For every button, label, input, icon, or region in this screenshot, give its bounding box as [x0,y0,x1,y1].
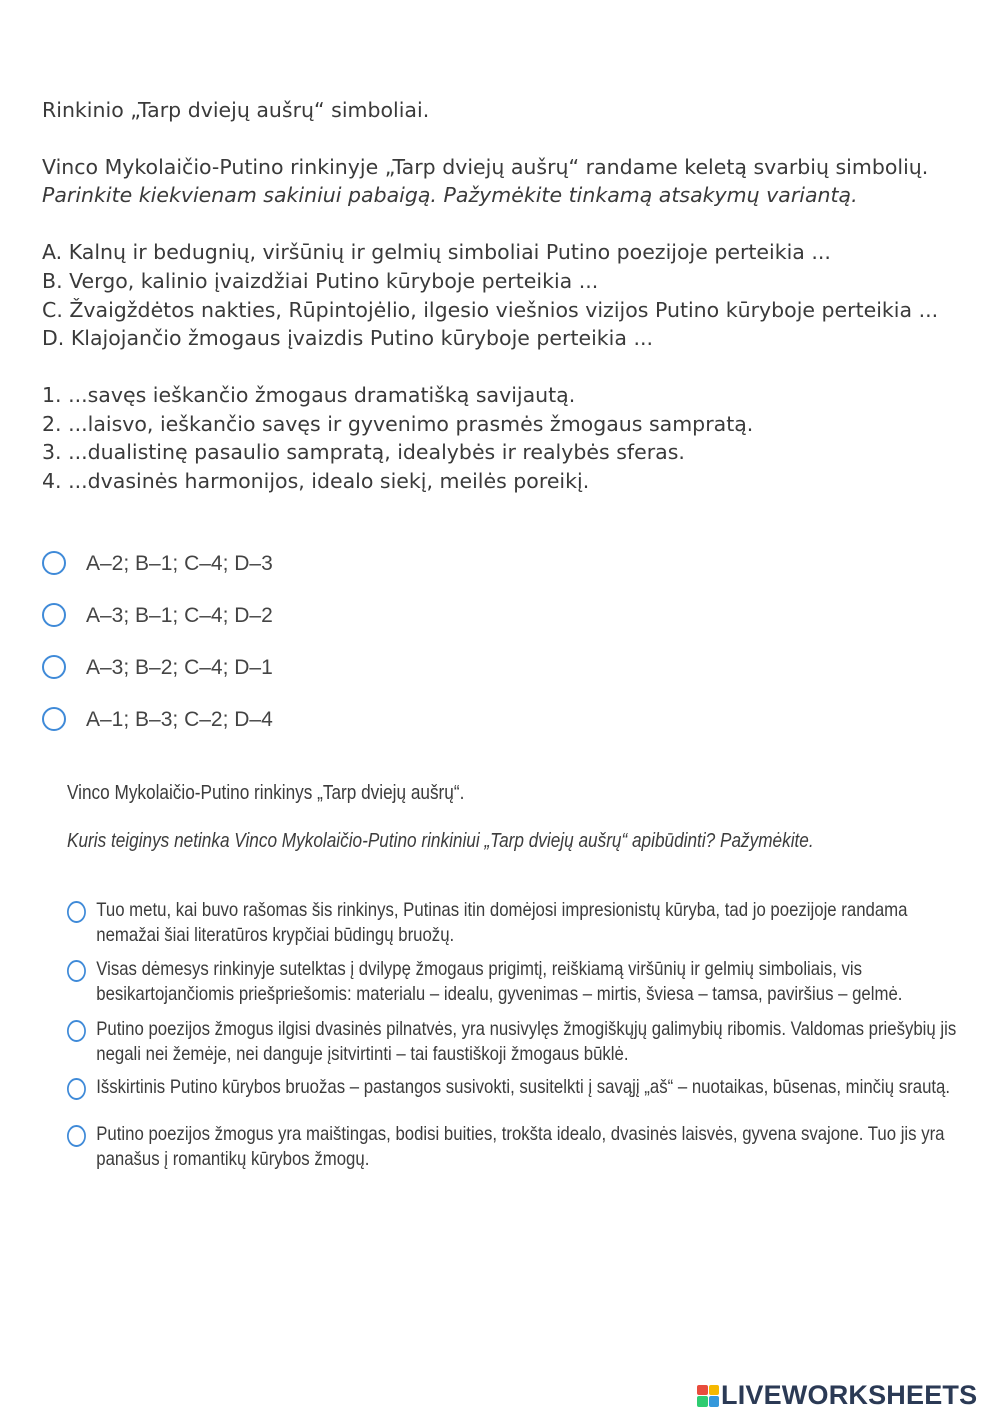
answer-option[interactable] [42,538,273,590]
statement-line: Tuo metu, kai buvo rašomas šis rinkinys, Putinas itin domėjosi impresionistų kūryba, tad jo poezijoje randama [96,899,908,921]
question-1-instruction: Parinkite kiekvienam sakiniui pabaigą. Pažymėkite tinkamą atsakymų variantą. [42,183,858,208]
answer-option-label: A–1; B–3; C–2; D–4 [86,708,273,731]
answer-option[interactable] [42,694,273,746]
radio-button[interactable] [42,707,66,731]
statement-line: besikartojančiomis priešpriešomis: materialu – idealu, gyvenimas – mirtis, šviesa – tamsa, paviršius – gelmė. [96,982,903,1005]
statement-line: Visas dėmesys rinkinyje sutelktas į dvilypę žmogaus prigimtį, reiškiamą viršūnių ir gelmių simboliais, vis [96,958,863,980]
ending-2: 2. ...laisvo, ieškančio savęs ir gyvenimo prasmės žmogaus sampratą. [42,411,754,436]
statement-option-label [96,1122,944,1171]
radio-button[interactable] [67,1078,86,1100]
statement-option-label [96,898,907,947]
answer-option-label: A–3; B–2; C–4; D–1 [86,656,273,679]
statement-line: negali nei žemėje, nei danguje įsitvirtinti – tai faustiškoji žmogaus būklė. [96,1042,629,1065]
question-2 [67,778,841,856]
statement-option[interactable] [67,1122,944,1178]
question-1-options [42,538,273,746]
statement-option[interactable] [67,1075,951,1122]
radio-button[interactable] [67,1125,86,1147]
statement-option[interactable] [67,1017,957,1075]
logo-text: LIVEWORKSHEETS [721,1380,978,1410]
radio-button[interactable] [67,1020,86,1042]
statement-a: A. Kalnų ir bedugnių, viršūnių ir gelmių simboliai Putino poezijoje perteikia ... [42,240,831,265]
statement-d: D. Klajojančio žmogaus įvaizdis Putino kūryboje perteikia ... [42,326,653,351]
ending-4: 4. ...dvasinės harmonijos, idealo siekį, meilės poreikį. [42,469,590,494]
logo-mark-icon [697,1385,719,1407]
question-2-options [67,898,957,1178]
question-1 [42,96,982,496]
radio-button[interactable] [42,655,66,679]
statement-b: B. Vergo, kalinio įvaizdžiai Putino kūryboje perteikia ... [42,268,599,293]
radio-button[interactable] [67,960,86,982]
answer-option-label: A–2; B–1; C–4; D–3 [86,552,273,575]
statement-option-label [96,1075,950,1100]
statement-option-label [96,957,902,1006]
answer-option[interactable] [42,642,273,694]
question-1-title: Rinkinio „Tarp dviejų aušrų“ simboliai. [42,98,430,122]
question-1-intro: Vinco Mykolaičio-Putino rinkinyje „Tarp dviejų aušrų“ randame keletą svarbių simbolių. [42,154,929,179]
statement-option[interactable] [67,898,944,957]
ending-1: 1. ...savęs ieškančio žmogaus dramatišką savijautą. [42,382,576,407]
statement-line: Putino poezijos žmogus ilgisi dvasinės pilnatvės, yra nusivylęs žmogiškųjų galimybių ribomis. Valdomas priešybių jis [96,1018,957,1040]
answer-option[interactable] [42,590,273,642]
answer-option-label: A–3; B–1; C–4; D–2 [86,604,273,627]
liveworksheets-logo [697,1380,977,1411]
radio-button[interactable] [42,603,66,627]
question-2-title: Vinco Mykolaičio-Putino rinkinys „Tarp dviejų aušrų“. [67,782,465,804]
statement-option-label [96,1017,956,1066]
statement-line: nemažai šiai literatūros krypčiai būdingų bruožų. [96,923,455,946]
statement-line: Išskirtinis Putino kūrybos bruožas – pastangos susivokti, susitelkti į savąjį „aš“ – nuotaikas, būsenas, minčių srautą. [96,1076,951,1098]
statement-option[interactable] [67,957,944,1017]
question-2-instruction: Kuris teiginys netinka Vinco Mykolaičio-Putino rinkiniui „Tarp dviejų aušrų“ apibūdinti? Pažymėkite. [67,830,814,852]
ending-3: 3. ...dualistinę pasaulio sampratą, idealybės ir realybės sferas. [42,440,685,465]
radio-button[interactable] [42,551,66,575]
radio-button[interactable] [67,901,86,923]
statement-line: panašus į romantikų kūrybos žmogų. [96,1147,370,1170]
statement-c: C. Žvaigždėtos nakties, Rūpintojėlio, ilgesio viešnios vizijos Putino kūryboje perteikia ... [42,297,939,322]
statement-line: Putino poezijos žmogus yra maištingas, bodisi buities, trokšta idealo, dvasinės laisvės, gyvena svajone. Tuo jis yra [96,1123,945,1145]
